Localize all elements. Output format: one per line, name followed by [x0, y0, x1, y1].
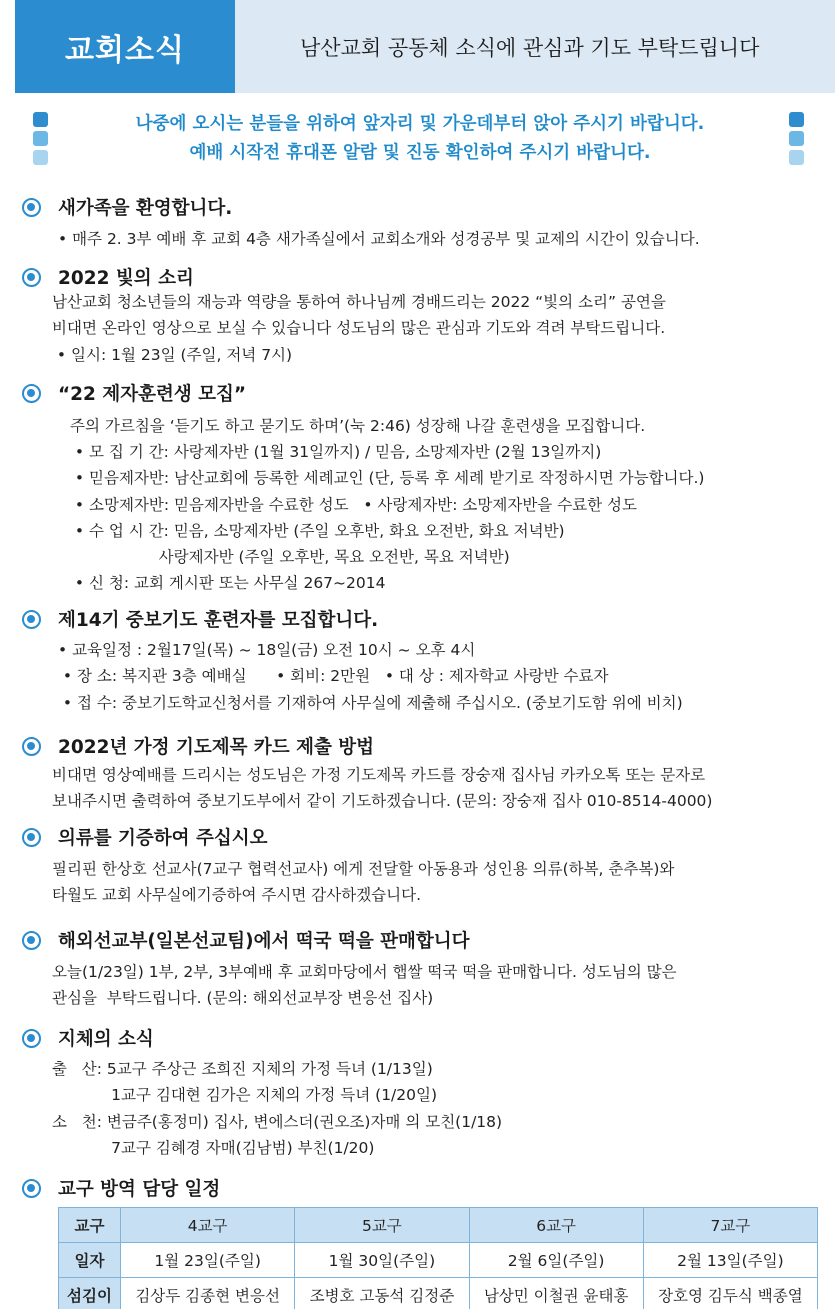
section-title: “22 제자훈련생 모집” — [58, 384, 247, 405]
section-title: 2022 빛의 소리 — [58, 268, 194, 289]
table-header-cell: 7교구 — [643, 1208, 817, 1243]
body-line: • 매주 2. 3부 예배 후 교회 4층 새가족실에서 교회소개와 성경공부 및 교제의 시간이 있습니다. — [58, 230, 700, 248]
body-line: 소 천: 변금주(홍정미) 집사, 변에스더(권오조)자매 의 모친(1/18) — [52, 1112, 503, 1131]
table-cell: 남상민 이철권 윤태홍 — [469, 1278, 643, 1309]
circle-bullet-icon — [22, 384, 41, 403]
body-line: 1교구 김대현 김가은 지체의 가정 득녀 (1/20일) — [52, 1086, 438, 1105]
table-cell: 2월 13일(주일) — [643, 1243, 817, 1278]
body-line: • 모 집 기 간: 사랑제자반 (1월 31일까지) / 믿음, 소망제자반 (2월 13일까지) — [70, 443, 602, 462]
table-cell: 1월 23일(주일) — [121, 1243, 295, 1278]
schedule-table — [58, 1207, 818, 1309]
table-cell: 장호영 김두식 백종열 — [643, 1278, 817, 1309]
table-cell: 조병호 고동석 김정준 — [295, 1278, 469, 1309]
circle-bullet-icon — [22, 1029, 41, 1048]
section-title: 새가족을 환영합니다. — [58, 198, 233, 219]
table-cell: 김상두 김종현 변응선 — [121, 1278, 295, 1309]
section-title: 교구 방역 담당 일정 — [58, 1179, 221, 1200]
section-body — [58, 226, 700, 252]
table-cell: 2월 6일(주일) — [469, 1243, 643, 1278]
notice-line-1: 나중에 오시는 분들을 위하여 앞자리 및 가운데부터 앉아 주시기 바랍니다. — [135, 114, 705, 134]
table-row — [59, 1278, 818, 1309]
body-line: • 장 소: 복지관 3층 예배실 • 회비: 2만원 • 대 상 : 제자학교 사랑반 수료자 — [58, 667, 609, 686]
table-header-cell: 6교구 — [469, 1208, 643, 1243]
circle-bullet-icon — [22, 828, 41, 847]
section-body — [70, 413, 704, 596]
circle-bullet-icon — [22, 268, 41, 287]
section-body — [52, 959, 677, 1012]
table-header-cell: 4교구 — [121, 1208, 295, 1243]
table-row-label: 일자 — [59, 1243, 121, 1278]
notice-line-2: 예배 시작전 휴대폰 알람 및 진동 확인하여 주시기 바랍니다. — [189, 143, 651, 163]
body-line: 필리핀 한상호 선교사(7교구 협력선교사) 에게 전달할 아동용과 성인용 의류(하복, 춘추복)와 — [52, 860, 675, 878]
circle-bullet-icon — [22, 737, 41, 756]
body-line: • 수 업 시 간: 믿음, 소망제자반 (주일 오후반, 화요 오전반, 화요 저녁반) — [70, 521, 565, 540]
notice-text — [80, 110, 760, 168]
body-line: 7교구 김혜경 자매(김남범) 부친(1/20) — [52, 1138, 375, 1157]
section-body — [52, 856, 674, 909]
circle-bullet-icon — [22, 198, 41, 217]
body-line: • 일시: 1월 23일 (주일, 저녁 7시) — [52, 345, 293, 364]
body-line: • 접 수: 중보기도학교신청서를 기재하여 사무실에 제출해 주십시오. (중보기도함 위에 비치) — [58, 693, 683, 712]
table-header-cell: 5교구 — [295, 1208, 469, 1243]
table-header-cell: 교구 — [59, 1208, 121, 1243]
section-title: 의류를 기증하여 주십시오 — [58, 828, 268, 849]
section-title: 제14기 중보기도 훈련자를 모집합니다. — [58, 610, 379, 631]
section-body — [52, 1056, 502, 1161]
body-line: 출 산: 5교구 주상근 조희진 지체의 가정 득녀 (1/13일) — [52, 1060, 433, 1078]
circle-bullet-icon — [22, 931, 41, 950]
circle-bullet-icon — [22, 610, 41, 629]
section-body — [52, 762, 712, 815]
table-header-row — [59, 1208, 818, 1243]
header-bar — [15, 0, 835, 93]
section-title: 해외선교부(일본선교팀)에서 떡국 떡을 판매합니다 — [58, 931, 470, 952]
body-line: 타월도 교회 사무실에기증하여 주시면 감사하겠습니다. — [52, 886, 422, 905]
body-line: • 소망제자반: 믿음제자반을 수료한 성도 • 사랑제자반: 소망제자반을 수료한 성도 — [70, 495, 637, 514]
body-line: • 신 청: 교회 게시판 또는 사무실 267~2014 — [70, 574, 386, 593]
table-row-label: 섬김이 — [59, 1278, 121, 1309]
section-title: 지체의 소식 — [58, 1029, 154, 1050]
section-title: 2022년 가정 기도제목 카드 제출 방법 — [58, 737, 375, 758]
body-line: 관심을 부탁드립니다. (문의: 해외선교부장 변응선 집사) — [52, 989, 434, 1008]
table-cell: 1월 30일(주일) — [295, 1243, 469, 1278]
circle-bullet-icon — [22, 1179, 41, 1198]
body-line: 보내주시면 출력하여 중보기도부에서 같이 기도하겠습니다. (문의: 장숭재 집사 010-8514-4000) — [52, 792, 713, 811]
square-bullet-icon — [33, 112, 49, 169]
body-line: 남산교회 청소년들의 재능과 역량을 통하여 하나님께 경배드리는 2022 “빛의 소리” 공연을 — [52, 293, 666, 311]
square-bullet-icon — [789, 112, 805, 169]
section-tag: 교회소식 — [15, 0, 235, 93]
body-line: • 교육일정 : 2월17일(목) ~ 18일(금) 오전 10시 ~ 오후 4시 — [58, 641, 476, 659]
body-line: 사랑제자반 (주일 오후반, 목요 오전반, 목요 저녁반) — [70, 548, 510, 567]
page-title: 남산교회 공동체 소식에 관심과 기도 부탁드립니다 — [300, 35, 760, 60]
body-line: 비대면 온라인 영상으로 보실 수 있습니다 성도님의 많은 관심과 기도와 격려 부탁드립니다. — [52, 319, 666, 338]
body-line: 비대면 영상예배를 드리시는 성도님은 가정 기도제목 카드를 장숭재 집사님 카카오톡 또는 문자로 — [52, 766, 706, 784]
body-line: • 믿음제자반: 남산교회에 등록한 세례교인 (단, 등록 후 세례 받기로 작정하시면 가능합니다.) — [70, 469, 705, 488]
section-body — [58, 637, 683, 716]
body-line: 오늘(1/23일) 1부, 2부, 3부예배 후 교회마당에서 햅쌀 떡국 떡을 판매합니다. 성도님의 많은 — [52, 963, 677, 981]
notice-box — [30, 110, 810, 172]
section-body — [52, 289, 666, 368]
body-line: 주의 가르침을 ‘듣기도 하고 묻기도 하며’(눅 2:46) 성장해 나갈 훈련생을 모집합니다. — [70, 417, 646, 435]
table-row — [59, 1243, 818, 1278]
